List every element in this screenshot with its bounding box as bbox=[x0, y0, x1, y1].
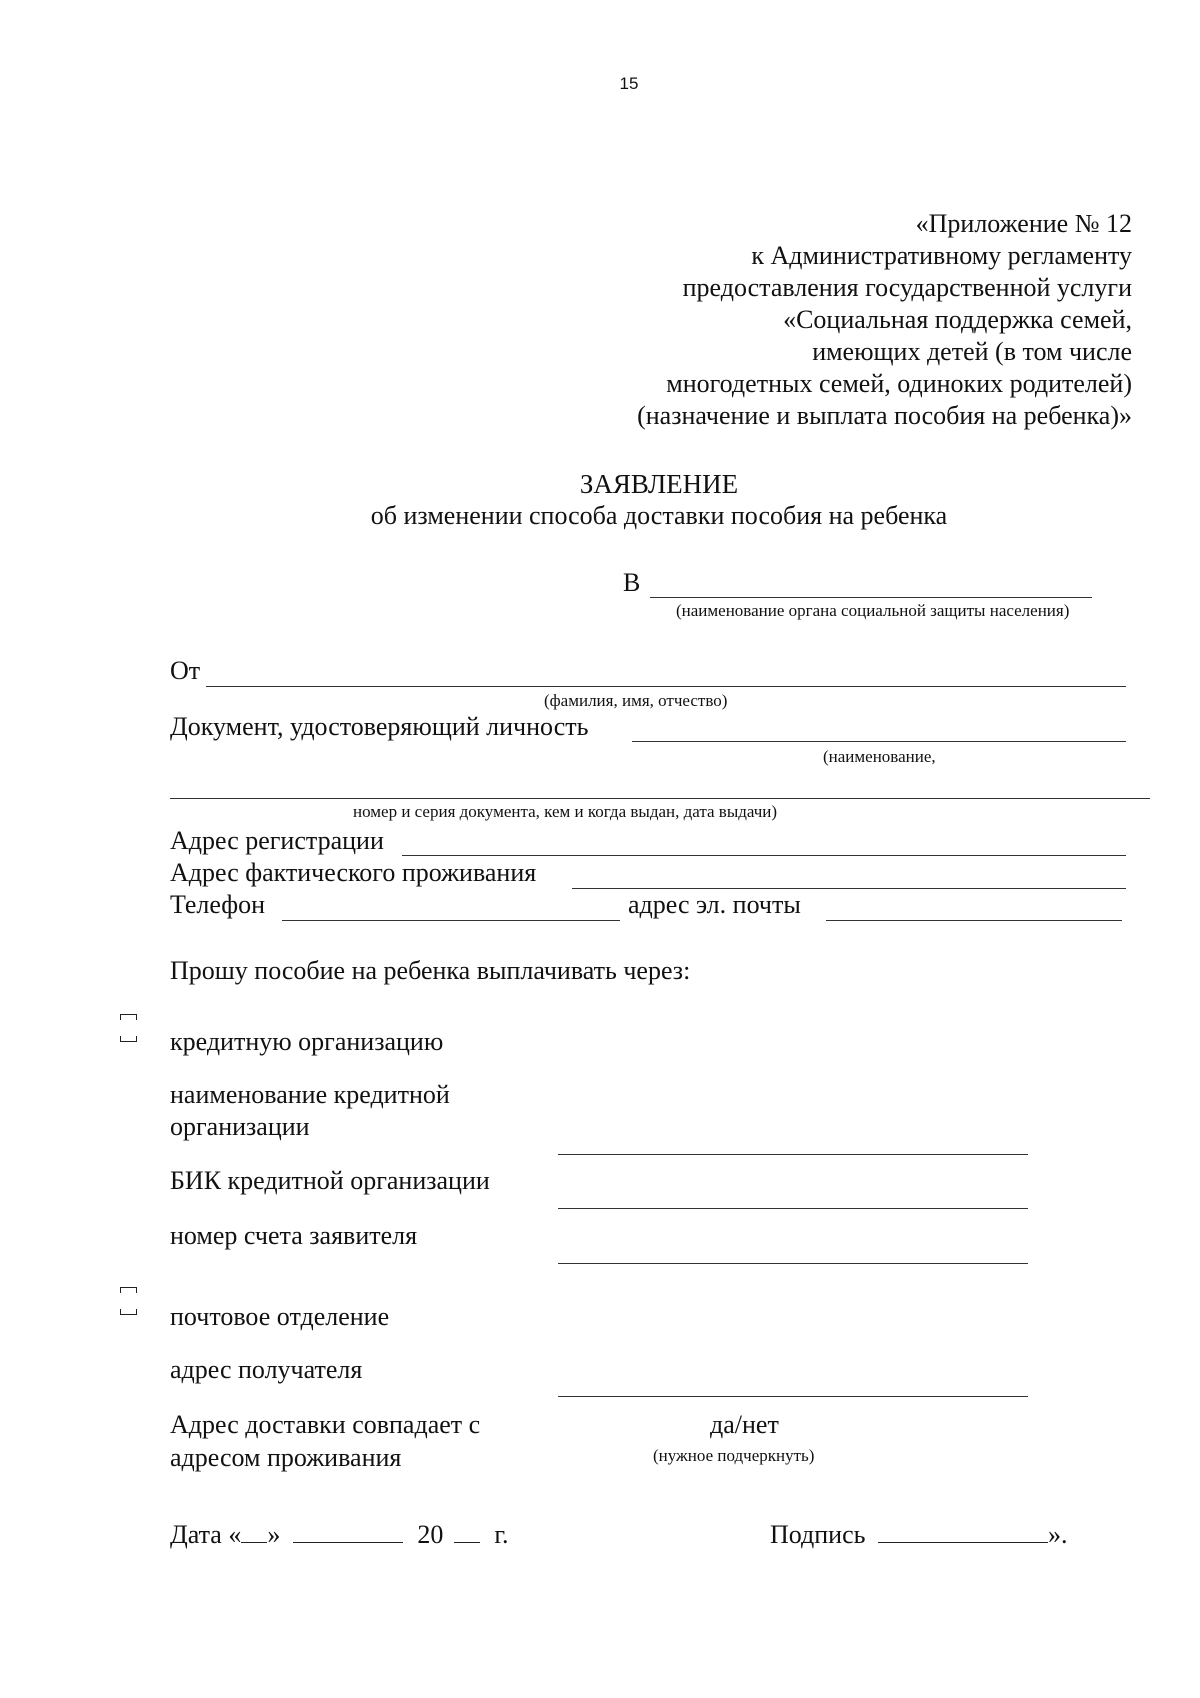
bank-name-label-2: организации bbox=[170, 1112, 310, 1141]
date-day-field[interactable] bbox=[241, 1520, 267, 1543]
document-label: Документ, удостоверяющий личность bbox=[170, 712, 589, 741]
address-match-label-1: Адрес доставки совпадает с bbox=[170, 1410, 481, 1439]
from-field[interactable] bbox=[206, 686, 1126, 687]
yes-no-hint: (нужное подчеркнуть) bbox=[653, 1446, 815, 1465]
email-label: адрес эл. почты bbox=[628, 890, 801, 919]
recipient-address-field[interactable] bbox=[558, 1396, 1028, 1397]
appendix-line: (назначение и выплата пособия на ребенка)» bbox=[637, 401, 1132, 430]
bik-label: БИК кредитной организации bbox=[170, 1166, 490, 1195]
document-hint-2: номер и серия документа, кем и когда выдан, дата выдачи) bbox=[353, 802, 778, 821]
document-hint-1: (наименование, bbox=[823, 747, 936, 766]
document-details-field[interactable] bbox=[170, 798, 1150, 799]
document-subtitle: об изменении способа доставки пособия на ребенка bbox=[370, 501, 948, 530]
appendix-line: многодетных семей, одиноких родителей) bbox=[666, 369, 1132, 398]
date-row bbox=[170, 1520, 509, 1550]
date-quote-close: » bbox=[267, 1520, 281, 1549]
date-year-field[interactable] bbox=[454, 1520, 480, 1543]
yes-no-choice[interactable]: да/нет bbox=[710, 1410, 779, 1439]
post-option-label: почтовое отделение bbox=[170, 1302, 390, 1331]
date-month-field[interactable] bbox=[293, 1520, 403, 1543]
to-field[interactable] bbox=[650, 597, 1092, 598]
phone-field[interactable] bbox=[282, 920, 620, 921]
signature-row bbox=[770, 1520, 1067, 1550]
appendix-line: предоставления государственной услуги bbox=[682, 273, 1132, 302]
signature-label: Подпись bbox=[770, 1520, 866, 1549]
page-number: 15 bbox=[619, 74, 639, 93]
appendix-line: к Административному регламенту bbox=[751, 241, 1132, 270]
date-year-prefix: 20 bbox=[417, 1520, 444, 1549]
address-actual-label: Адрес фактического проживания bbox=[170, 858, 537, 887]
date-year-suffix: г. bbox=[494, 1520, 509, 1549]
address-actual-field[interactable] bbox=[572, 888, 1126, 889]
bank-checkbox[interactable] bbox=[120, 1014, 137, 1042]
account-label: номер счета заявителя bbox=[170, 1221, 418, 1250]
from-label: От bbox=[170, 656, 201, 685]
date-label: Дата « bbox=[170, 1520, 242, 1549]
bank-option-label: кредитную организацию bbox=[170, 1027, 444, 1056]
document-field[interactable] bbox=[632, 741, 1126, 742]
to-label: В bbox=[623, 568, 641, 597]
signature-field[interactable] bbox=[878, 1520, 1048, 1543]
from-hint: (фамилия, имя, отчество) bbox=[544, 691, 728, 710]
appendix-header bbox=[637, 208, 1132, 432]
post-checkbox[interactable] bbox=[120, 1287, 137, 1315]
bank-name-label-1: наименование кредитной bbox=[170, 1080, 450, 1109]
document-title: ЗАЯВЛЕНИЕ bbox=[579, 469, 739, 499]
account-field[interactable] bbox=[558, 1263, 1028, 1264]
appendix-line: «Приложение № 12 bbox=[915, 209, 1132, 238]
bik-field[interactable] bbox=[558, 1208, 1028, 1209]
request-text: Прошу пособие на ребенка выплачивать через: bbox=[170, 956, 691, 985]
email-field[interactable] bbox=[826, 920, 1122, 921]
address-registration-label: Адрес регистрации bbox=[170, 826, 384, 855]
recipient-address-label: адрес получателя bbox=[170, 1355, 363, 1384]
appendix-line: «Социальная поддержка семей, bbox=[783, 305, 1132, 334]
address-match-label-2: адресом проживания bbox=[170, 1443, 402, 1472]
signature-end: ». bbox=[1047, 1520, 1068, 1549]
phone-label: Телефон bbox=[170, 890, 266, 919]
bank-name-field[interactable] bbox=[558, 1154, 1028, 1155]
to-hint: (наименование органа социальной защиты населения) bbox=[676, 601, 1070, 620]
appendix-line: имеющих детей (в том числе bbox=[812, 337, 1132, 366]
address-registration-field[interactable] bbox=[402, 855, 1126, 856]
